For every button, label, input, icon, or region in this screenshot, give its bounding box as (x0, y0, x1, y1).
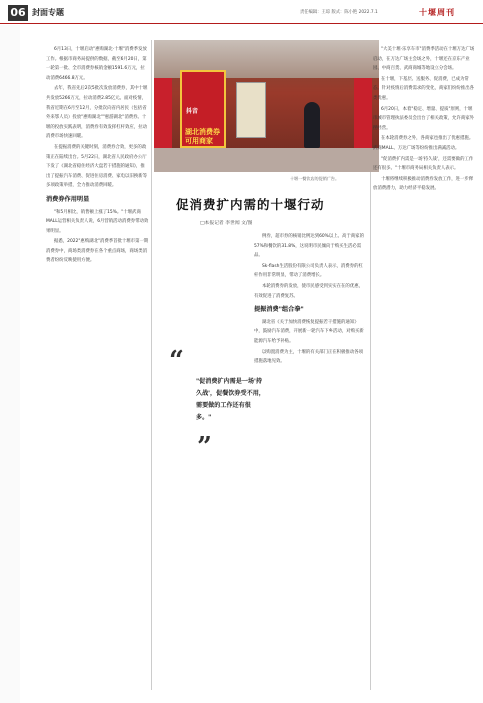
board-text: 湖北消费券 可用商家 (185, 128, 220, 145)
paragraph: 6月13日，十堰启动"惠购湖北·十堰"消费季发放工作。根据市商务局提供的数据，截至6月20日，第一轮第一批、全市消费券核销金额1591.6万元，拉动消费6466.8万元。 (46, 47, 147, 81)
paragraph: 在十堰，下基层、送服务、促消费，已成为常态。针对疫情后消费需求的变化，商家们纷纷推出各类优惠。 (373, 76, 474, 101)
paragraph: 以购置消费为主，十堰的有关部门正在积极推动各项措施落地见效。 (254, 349, 363, 365)
paragraph: 在提振消费的关键时刻，消费券合效，更多的政策正在陆续出台。5月22日，湖北省人民政府办公厅下发了《湖北省稳住经济大盘若干措施的通知》，推出了提振汽车消费、促进住房消费、家电以旧换新等多项政策举措，全力推动消费回暖。 (46, 144, 147, 189)
page-number: 06 (8, 5, 28, 21)
article-byline: □本报记者 李世闻 文/图 (200, 221, 253, 226)
paragraph: 湖北省《关于加快消费恢复提振若干措施的通知》中，鼓励汽车消费，开展新一轮汽车下乡活动，对购买新能源汽车给予补贴。 (254, 319, 364, 344)
article-column-3 (254, 232, 367, 368)
editor-meta: 责任编辑：王琼 版式：陈小艳 2022.7.1 (300, 10, 378, 15)
article-title: 促消费扩内需的十堰行动 (176, 197, 325, 212)
promo-board (180, 70, 226, 148)
subheading: 提振消费"组合拳" (254, 306, 304, 314)
paragraph: "大美十堰·乐享车市"消费季活动在十堰万达广场启动，在万达广场主会场之外，十堰还在京东产业园、中商百货、武商商城等地设立分会场。 (373, 47, 475, 72)
article-photo (154, 40, 379, 172)
poster (236, 82, 266, 138)
article-column-1 (46, 45, 149, 267)
paragraph: 6月20日，本着"稳定、增量、提质"原则，十堰市城市管理执法委员会出台了相关政策，允许商家外摆经营。 (373, 106, 474, 131)
paragraph: Sk-flash生活股份有限公司负责人表示，消费券的杠杆作用非常明显，带动了消费增长。 (254, 263, 363, 279)
board-text: 抖音 (186, 108, 199, 115)
quote-close-icon: ” (197, 432, 212, 462)
left-margin (0, 25, 20, 703)
person-figure (304, 102, 320, 148)
quote-text: "促消费扩内需是一场'持久战'，促餐饮券受不用，需要做的工作还有很多。" (196, 378, 265, 421)
paragraph: "促消费扩内需是一场'持久战'，还需要做的工作还有很多。"十堰市商务局相关负责人表示。 (373, 156, 474, 172)
paragraph: 本轮消费券的发放，使市民感受到实实在在的优惠，有效促进了消费复苏。 (254, 283, 363, 299)
article-column-4 (373, 45, 476, 195)
column-divider (151, 40, 152, 690)
section-title: 封面专题 (32, 8, 64, 17)
paragraph: 例券，超市券的核销比例达到60%以上。高于商家的57%和餐饮的31.8%，这说明市民倾向于购买生活必需品。 (254, 234, 364, 259)
paragraph: 去年，我省先后2次5批次发放消费券，其中十堰共发放5266万元，拉动消费2.85亿元。面对疫情，我省近期在6月至12月，分批次向省内居民（包括省外来鄂人员）投放"惠购湖北""惠游湖北"消费券。十堰的投放实践表明，消费券有效发挥杠杆效应，拉动消费市场快速回暖。 (46, 86, 148, 140)
paragraph: 十堰将继续积极推动消费券发放工作，进一步释放消费潜力，助力经济平稳发展。 (373, 176, 474, 192)
paragraph: 据悉，2022"惠购湖北"消费季首批十堰市第一期消费券中，商场类消费券在各个重点商场，商场类消费者纷纷反映使用方便。 (46, 239, 149, 264)
quote-open-icon: “ (169, 346, 184, 376)
photo-caption: 十堰一餐饮店的促销广告。 (290, 176, 340, 181)
page-header (0, 0, 483, 24)
subheading: 消费券作用明显 (46, 195, 90, 203)
paragraph: 在本轮消费券之外，各商家也推出了优惠措施。武商MALL、万达广场等纷纷推出满减活动。 (373, 136, 474, 151)
masthead: 十堰周刊 (419, 8, 455, 17)
paragraph: "和5月相比，销售额上涨了15%。"十堰武商MALL运营相关负责人说，6月营销活动消费券带动效果明显。 (46, 209, 149, 234)
